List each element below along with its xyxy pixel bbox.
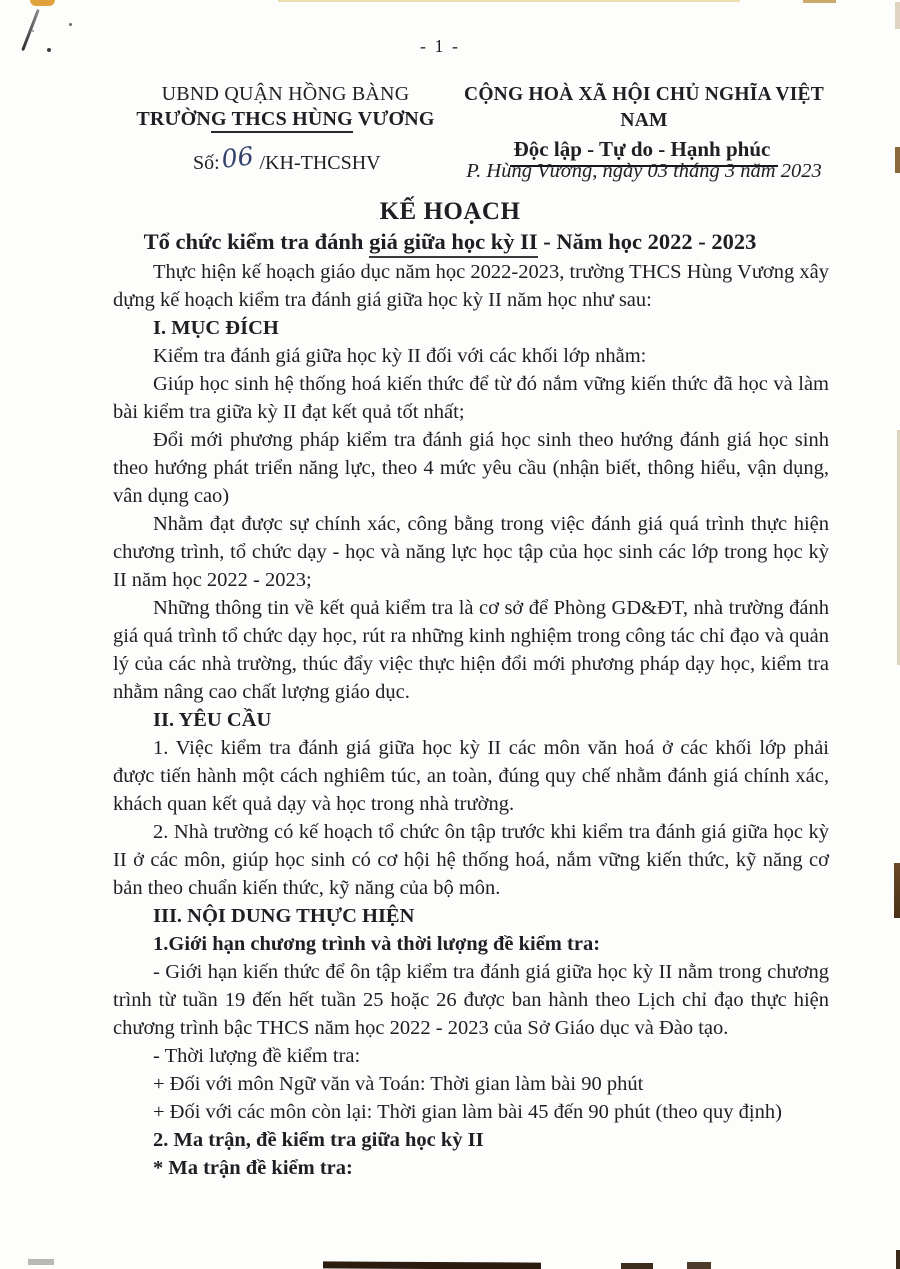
sub-heading: * Ma trận đề kiểm tra: (153, 1157, 353, 1179)
scan-edge-mark (895, 147, 900, 173)
body-paragraph: Nhằm đạt được sự chính xác, công bằng trong việc đánh giá quá trình thực hiện chương trình, tổ chức dạy - học và năng lực học tập của học sinh các lớp trong học kỳ II năm học 2022 - 2023; (113, 513, 829, 591)
national-motto: Độc lập - Tự do - Hạnh phúc (510, 136, 779, 167)
school-name-part: VƯƠNG (352, 108, 435, 130)
ink-speck (69, 23, 72, 26)
next-page-edge (687, 1262, 711, 1269)
body-paragraph: Những thông tin về kết quả kiểm tra là cơ sở để Phòng GD&ĐT, nhà trường đánh giá quá trình tổ chức dạy học, rút ra những kinh nghiệm trong công tác chỉ đạo và quản lý của các nhà trường, thúc đẩy việc thực hiện đổi mới phương pháp dạy học, kiểm tra nhằm nâng cao chất lượng giáo dục. (113, 597, 829, 703)
subtitle-underlined: giá giữa học kỳ II (369, 229, 538, 258)
next-page-edge (621, 1263, 653, 1269)
scan-edge-mark (895, 2, 900, 29)
parent-org-name: UBND QUẬN HỒNG BÀNG (161, 83, 410, 105)
body-paragraph: + Đối với môn Ngữ văn và Toán: Thời gian làm bài 90 phút (153, 1073, 644, 1095)
sub-heading: 2. Ma trận, đề kiểm tra giữa học kỳ II (153, 1129, 484, 1151)
body-paragraph: Giúp học sinh hệ thống hoá kiến thức để từ đó nắm vững kiến thức đã học và làm bài kiểm tra giữa kỳ II đạt kết quả tốt nhất; (113, 373, 829, 423)
body-paragraph: - Thời lượng đề kiểm tra: (153, 1045, 361, 1067)
document-number (193, 141, 381, 175)
body-paragraph: - Giới hạn kiến thức để ôn tập kiểm tra đánh giá giữa học kỳ II nằm trong chương trình từ tuần 19 đến hết tuần 25 hoặc 26 được ban hành theo Lịch chỉ đạo thực hiện chương trình bậc THCS năm học 2022 - 2023 của Sở Giáo dục và Đào tạo. (113, 961, 829, 1039)
scan-edge-mark (896, 1250, 900, 1269)
handwritten-number: 06 (219, 141, 255, 174)
place-and-date: P. Hùng Vương, ngày 03 tháng 3 năm 2023 (466, 160, 822, 182)
page-number: - 1 - (420, 36, 460, 56)
subtitle-part: - Năm học 2022 - 2023 (537, 229, 757, 254)
national-header-block (448, 82, 840, 167)
next-page-edge (323, 1261, 541, 1269)
doc-no-prefix: Số: (193, 152, 220, 174)
body-paragraph: 1. Việc kiểm tra đánh giá giữa học kỳ II các môn văn hoá ở các khối lớp phải được tiến hành một cách nghiêm túc, an toàn, đúng quy chế nhằm đánh giá chính xác, khách quan kết quả dạy và học trong nhà trường. (113, 737, 829, 815)
sub-heading: 1.Giới hạn chương trình và thời lượng đề kiểm tra: (153, 933, 601, 955)
ink-speck (32, 30, 34, 32)
orange-edge-mark (30, 0, 55, 6)
issuing-org-block (128, 82, 443, 132)
document-subtitle (0, 229, 900, 255)
section-heading-1: I. MỤC ĐÍCH (153, 317, 279, 339)
doc-no-suffix: /KH-THCSHV (259, 152, 381, 174)
intro-paragraph: Thực hiện kế hoạch giáo dục năm học 2022-2023, trường THCS Hùng Vương xây dựng kế hoạch kiểm tra đánh giá giữa học kỳ II năm học như sau: (113, 261, 829, 311)
body-paragraph: Kiểm tra đánh giá giữa học kỳ II đối với các khối lớp nhằm: (153, 345, 647, 367)
school-name-part: TRƯỜN (136, 108, 212, 130)
scan-edge-mark (894, 863, 900, 918)
school-name-underlined: G THCS HÙNG (211, 108, 353, 133)
body-paragraph: Đổi mới phương pháp kiểm tra đánh giá học sinh theo hướng đánh giá học sinh theo hướng phát triển năng lực, theo 4 mức yêu cầu (nhận biết, thông hiểu, vận dụng, vân dụng cao) (113, 429, 829, 507)
scan-edge-mark (803, 0, 836, 3)
document-title: KẾ HOẠCH (379, 198, 521, 225)
section-heading-2: II. YÊU CẦU (153, 709, 272, 731)
body-paragraph: 2. Nhà trường có kế hoạch tổ chức ôn tập trước khi kiểm tra đánh giá giữa học kỳ II ở các môn, giúp học sinh có cơ hội hệ thống hoá, nắm vững kiến thức, kỹ năng cơ bản theo chuẩn kiến thức, kỹ năng của bộ môn. (113, 821, 829, 899)
document-body (113, 258, 829, 1182)
national-title: CỘNG HOÀ XÃ HỘI CHỦ NGHĨA VIỆT NAM (464, 84, 824, 131)
section-heading-3: III. NỘI DUNG THỰC HIỆN (153, 905, 415, 927)
subtitle-part: Tổ chức kiểm tra đánh (143, 229, 370, 254)
school-name (128, 107, 443, 132)
scan-edge-strip (278, 0, 740, 2)
body-paragraph: + Đối với các môn còn lại: Thời gian làm bài 45 đến 90 phút (theo quy định) (153, 1101, 782, 1123)
scan-edge-mark (28, 1259, 54, 1265)
